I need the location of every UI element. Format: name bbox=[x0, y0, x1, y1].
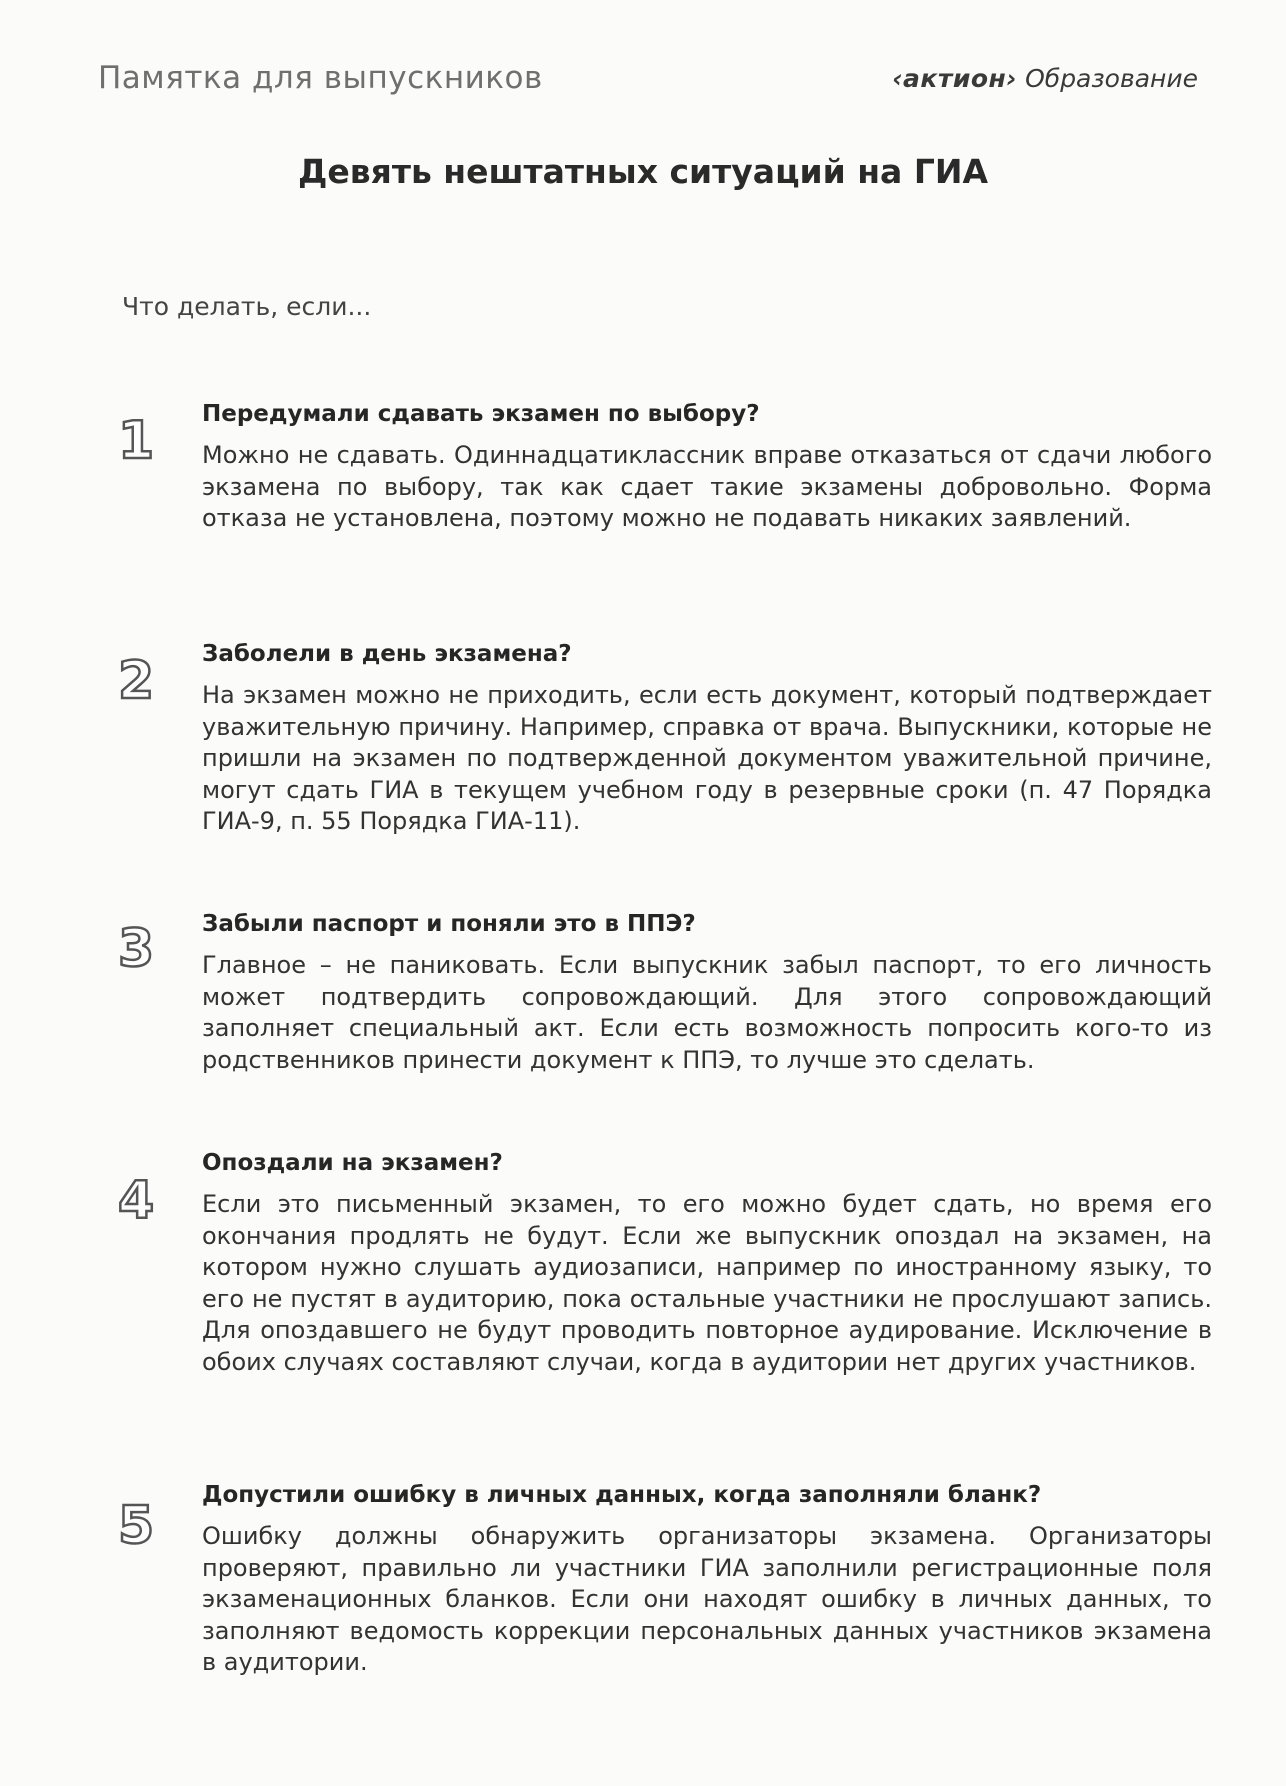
item-heading: Заболели в день экзамена? bbox=[202, 641, 572, 667]
item-number-3: 3 bbox=[118, 919, 155, 979]
item-text: Можно не сдавать. Одиннадцатиклассник вправе отказаться от сдачи любого экзамена по выбору, так как сдает такие экзамены добровольно. Форма отказа не установлена, поэтому можно не подавать никаких заявлений. bbox=[202, 441, 1212, 532]
item-text: Если это письменный экзамен, то его можно будет сдать, но время его окончания продлять не будут. Если же выпускник опоздал на экзамен, на котором нужно слушать аудиозаписи, например по иностранному языку, то его не пустят в аудиторию, пока остальные участники не прослушают запись. Для опоздавшего не будут проводить повторное аудирование. Исключение в обоих случаях составляют случаи, когда в аудитории нет других участников. bbox=[202, 1190, 1212, 1376]
item-text: Ошибку должны обнаружить организаторы экзамена. Организаторы проверяют, правильно ли участники ГИА заполнили регистрационные поля экзаменационных бланков. Если они находят ошибку в личных данных, то заполняют ведомость коррекции персональных данных участников экзамена в аудитории. bbox=[202, 1522, 1212, 1676]
list-item bbox=[202, 638, 1212, 838]
brand-name: ‹актион› bbox=[892, 64, 1018, 93]
intro-text: Что делать, если... bbox=[122, 292, 372, 321]
item-number-2: 2 bbox=[118, 651, 155, 711]
list-item bbox=[202, 908, 1212, 1076]
item-number-5: 5 bbox=[118, 1496, 155, 1556]
item-number-1: 1 bbox=[118, 411, 155, 471]
item-text: На экзамен можно не приходить, если есть документ, который подтверждает уважительную причину. Например, справка от врача. Выпускники, которые не пришли на экзамен по подтвержденной документом уважительной причине, могут сдать ГИА в текущем учебном году в резервные сроки (п. 47 Порядка ГИА-9, п. 55 Порядка ГИА-11). bbox=[202, 681, 1212, 835]
page-title: Девять нештатных ситуаций на ГИА bbox=[297, 152, 989, 191]
item-heading: Забыли паспорт и поняли это в ППЭ? bbox=[202, 911, 696, 937]
list-item bbox=[202, 1479, 1212, 1679]
header-caption: Памятка для выпускников bbox=[98, 60, 543, 96]
list-item bbox=[202, 398, 1212, 535]
header-logo bbox=[892, 64, 1198, 93]
item-text: Главное – не паниковать. Если выпускник забыл паспорт, то его личность может подтвердить сопровождающий. Для этого сопровождающий заполняет специальный акт. Если есть возможность попросить кого-то из родственников принести документ к ППЭ, то лучше это сделать. bbox=[202, 951, 1212, 1074]
item-heading: Опоздали на экзамен? bbox=[202, 1150, 503, 1176]
item-heading: Допустили ошибку в личных данных, когда заполняли бланк? bbox=[202, 1482, 1042, 1508]
item-heading: Передумали сдавать экзамен по выбору? bbox=[202, 401, 760, 427]
list-item bbox=[202, 1147, 1212, 1378]
brand-subtitle: Образование bbox=[1025, 64, 1198, 93]
item-number-4: 4 bbox=[118, 1171, 155, 1231]
